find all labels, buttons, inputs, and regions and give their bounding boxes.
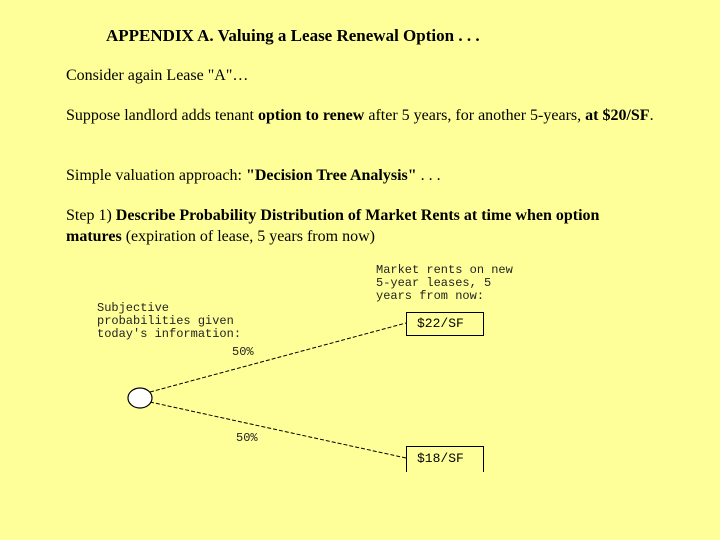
page-title: APPENDIX A. Valuing a Lease Renewal Option . . . xyxy=(106,26,480,45)
probability-down-label: 50% xyxy=(236,431,258,445)
option-text-1: Suppose landlord adds tenant xyxy=(66,107,258,124)
market-rents-note: Market rents on new 5-year leases, 5 years from now: xyxy=(376,263,513,303)
branch-down xyxy=(150,402,406,458)
approach-bold: "Decision Tree Analysis" xyxy=(245,167,417,184)
option-bold-1: option to renew xyxy=(257,107,365,124)
subjective-probabilities-note: Subjective probabilities given today's information: xyxy=(97,301,242,341)
step1-bold: Describe Probability Distribution of Market Rents at time when option matures xyxy=(66,207,600,245)
decision-node xyxy=(128,388,152,408)
approach-text-1: Simple valuation approach: xyxy=(66,167,246,184)
outcome-down-box: $18/SF xyxy=(406,446,484,472)
step1-text-1: Step 1) xyxy=(66,207,116,224)
step1-text-2: (expiration of lease, 5 years from now) xyxy=(121,228,375,245)
option-text-2: after 5 years, for another 5-years, xyxy=(364,107,586,124)
approach-text-2: . . . xyxy=(416,167,441,184)
outcome-up-box: $22/SF xyxy=(406,312,484,336)
option-bold-2: at $20/SF xyxy=(585,107,650,124)
intro-paragraph: Consider again Lease "A"… xyxy=(66,67,249,84)
probability-up-label: 50% xyxy=(232,345,254,359)
option-text-3: . xyxy=(649,107,654,124)
